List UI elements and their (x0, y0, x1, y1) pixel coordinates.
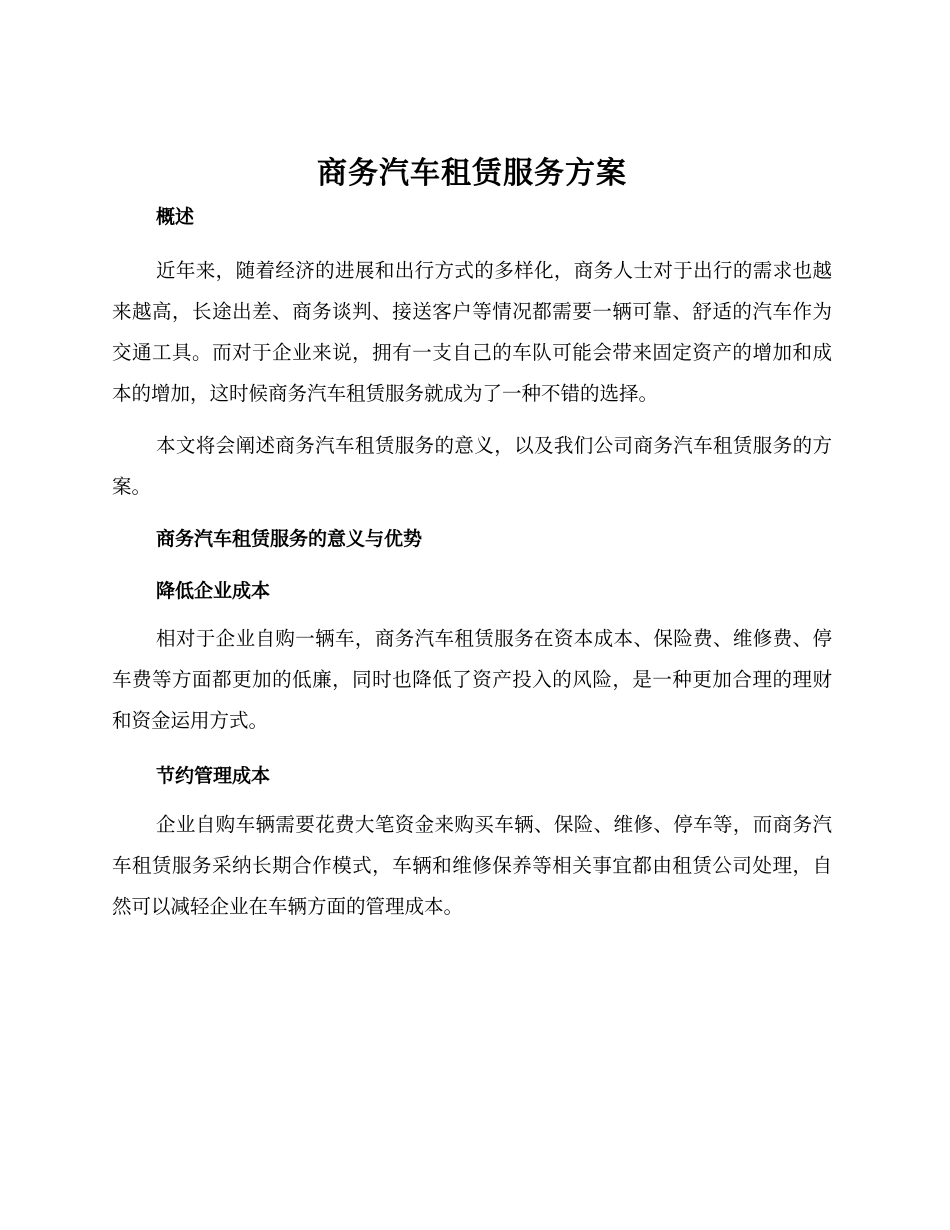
reduce-cost-paragraph: 相对于企业自购一辆车，商务汽车租赁服务在资本成本、保险费、维修费、停车费等方面都更加的低廉，同时也降低了资产投入的风险，是一种更加合理的理财和资金运用方式。 (112, 627, 832, 732)
reduce-cost-heading: 降低企业成本 (156, 580, 271, 602)
save-management-paragraph: 企业自购车辆需要花费大笔资金来购买车辆、保险、维修、停车等，而商务汽车租赁服务采纳长期合作模式，车辆和维修保养等相关事宜都由租赁公司处理，自然可以减轻企业在车辆方面的管理成本。 (112, 813, 832, 918)
save-management-heading: 节约管理成本 (156, 765, 271, 787)
overview-paragraph-2: 本文将会阐述商务汽车租赁服务的意义，以及我们公司商务汽车租赁服务的方案。 (112, 434, 832, 498)
document-page (112, 148, 832, 927)
document-title: 商务汽车租赁服务方案 (317, 156, 627, 191)
meaning-heading: 商务汽车租赁服务的意义与优势 (156, 528, 423, 550)
overview-heading: 概述 (156, 206, 195, 228)
overview-paragraph-1: 近年来，随着经济的进展和出行方式的多样化，商务人士对于出行的需求也越来越高，长途出差、商务谈判、接送客户等情况都需要一辆可靠、舒适的汽车作为交通工具。而对于企业来说，拥有一支自己的车队可能会带来固定资产的增加和成本的增加，这时候商务汽车租赁服务就成为了一种不错的选择。 (112, 259, 832, 405)
